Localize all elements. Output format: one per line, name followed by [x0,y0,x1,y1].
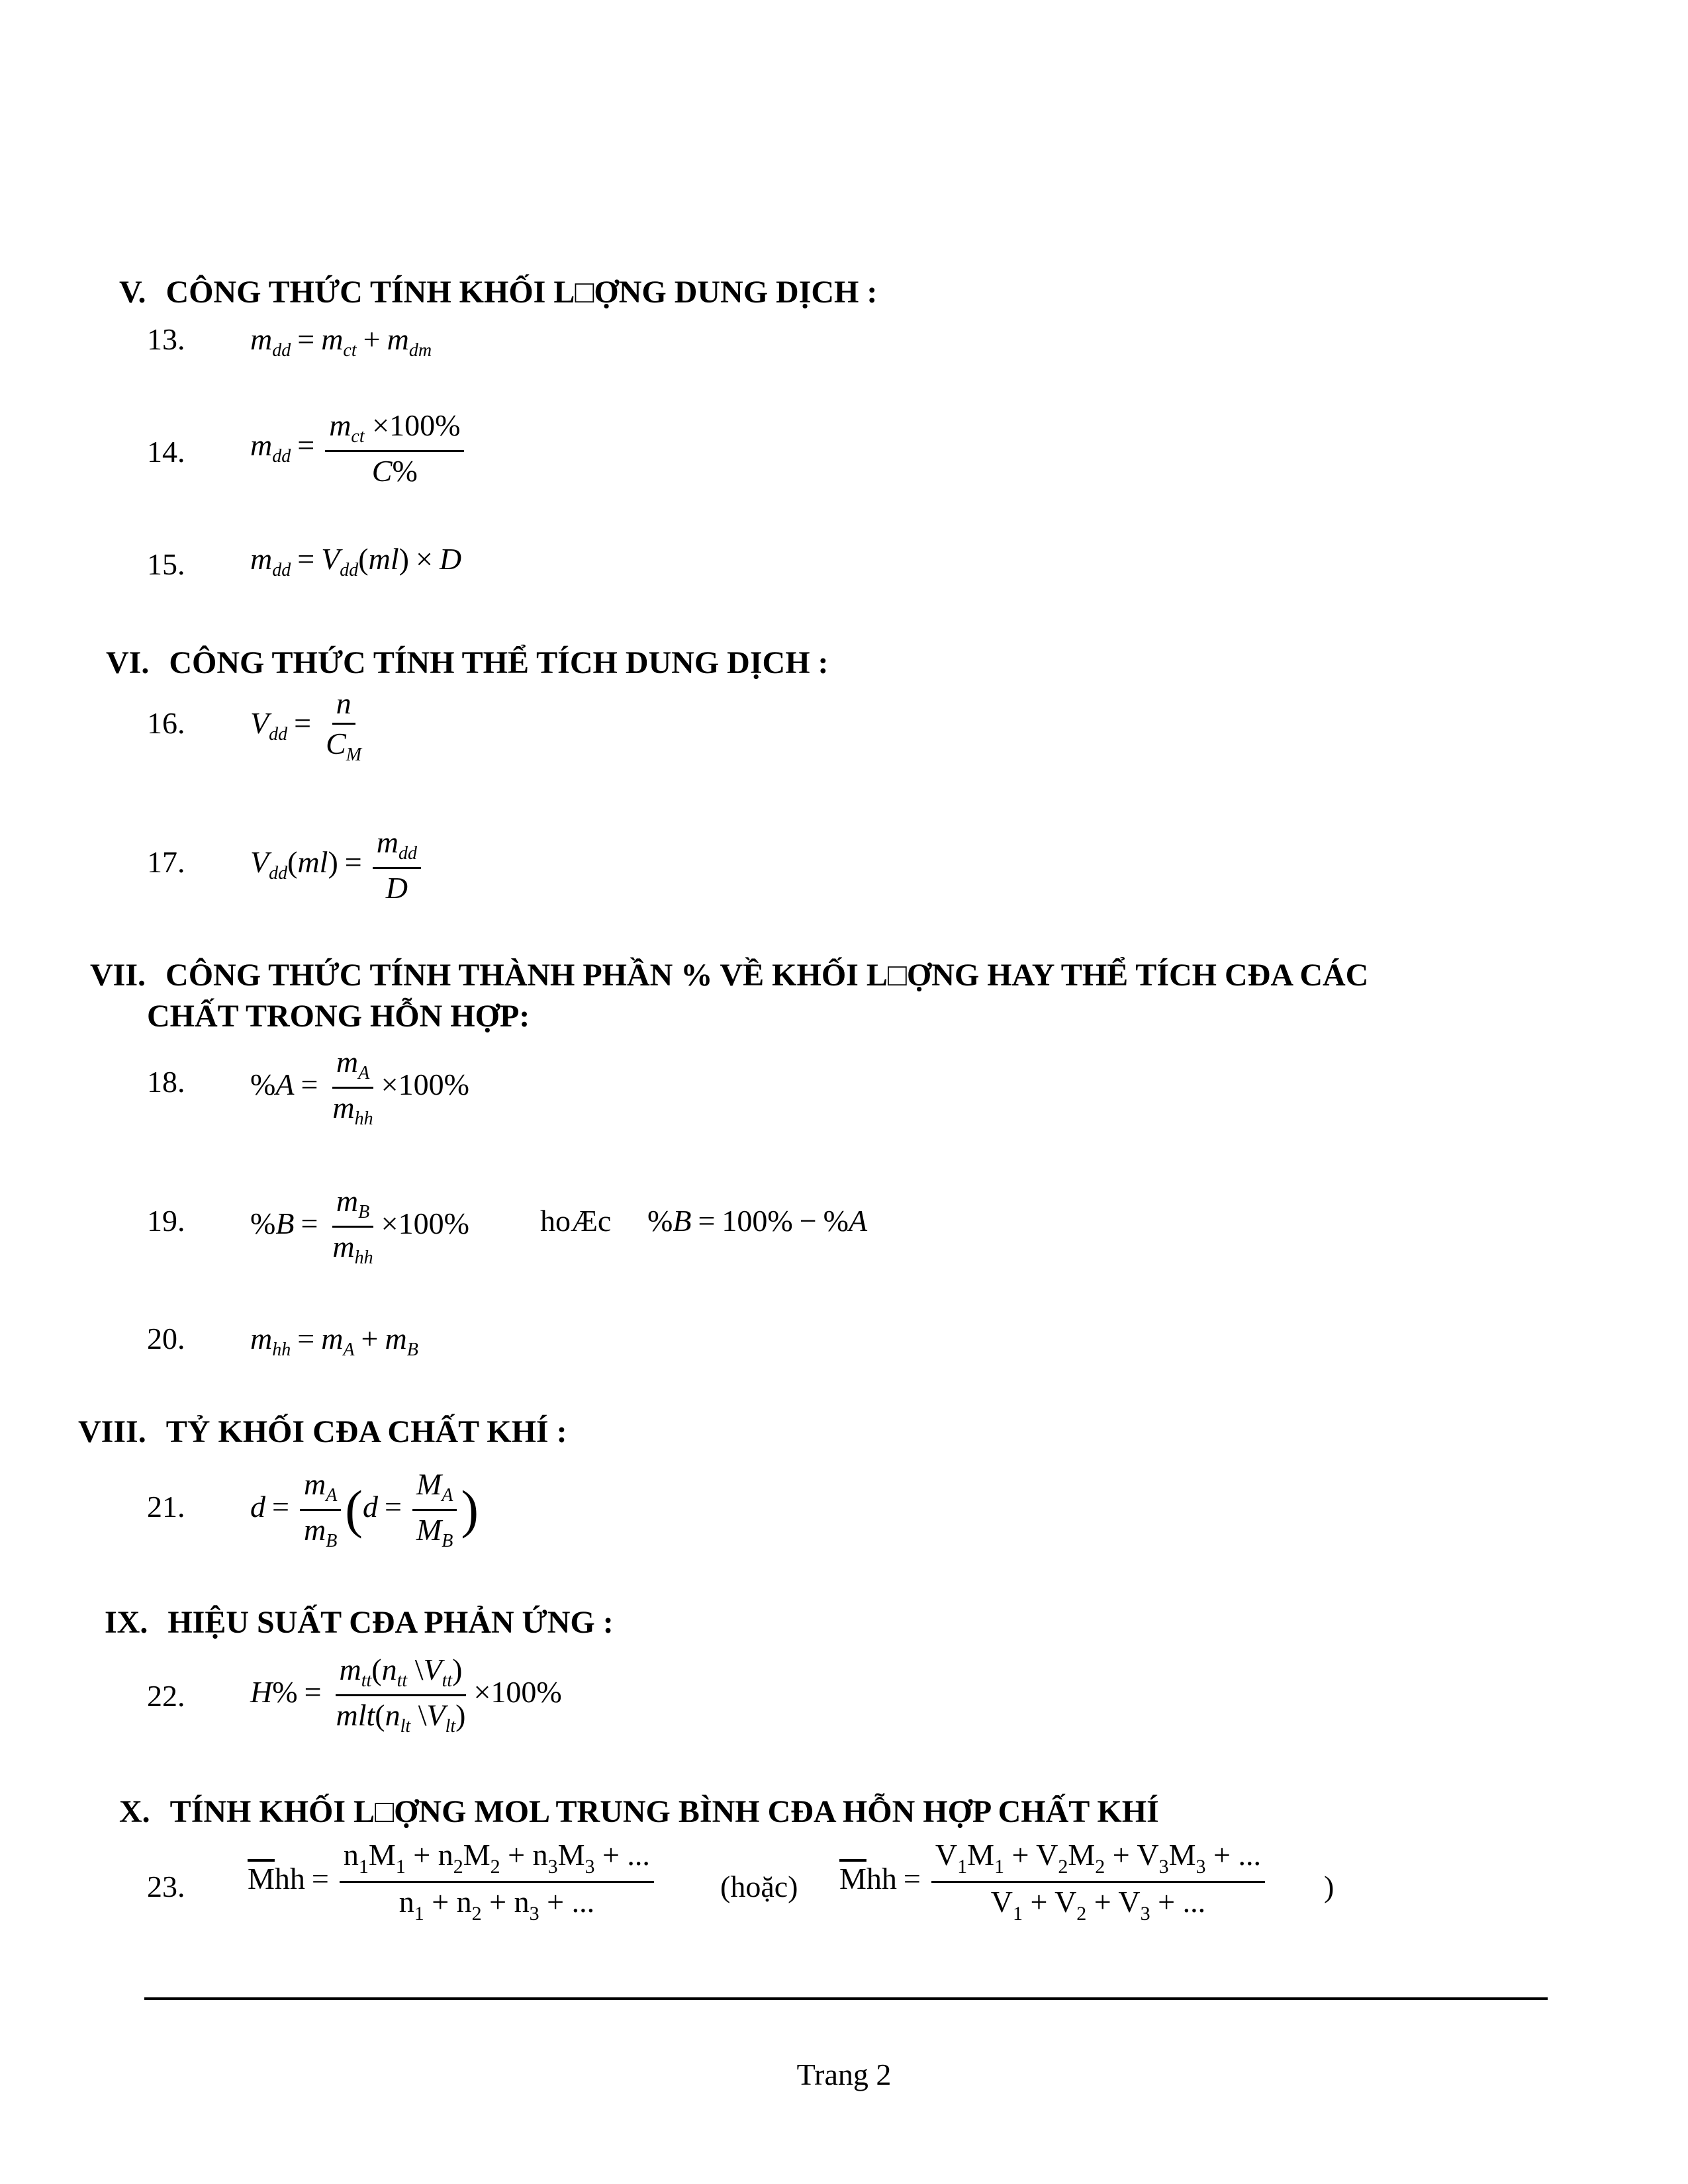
section-title: CÔNG THỨC TÍNH THỂ TÍCH DUNG DỊCH : [169,645,829,680]
item-number: 17. [147,845,185,879]
formula-23: $\overline{M}hh$ = $\frac{n_1M_1 + n_2M_2 + n_3M_3 + ...}{n_1 + n_2 + n_3 + ...}$ [248,1840,658,1924]
section-title: CÔNG THỨC TÍNH THÀNH PHẦN % VỀ KHỐI L□ỢNG HAY THỂ TÍCH CĐA CÁC [165,958,1369,993]
formula-17: $V_{dd}(ml)$ = $m_{dd}$ D [250,827,425,903]
section-title-continued: CHẤT TRONG HỖN HỢP: [147,999,530,1034]
formula-19-or: hoÆc [540,1204,612,1238]
section-number: X. [119,1794,150,1829]
section-heading-ix [105,1607,614,1639]
page-footer: Trang 2 [796,2058,892,2091]
section-heading-vii [90,960,1368,991]
item-number: 23. [147,1870,185,1903]
item-number: 19. [147,1204,185,1238]
section-heading-vii-line2 [147,1001,530,1032]
formula-19: %B = $m_B$ $m_{hh}$ ×100% [250,1184,469,1268]
item-number: 13. [147,322,185,356]
formula-18: %A = $m_A$ $m_{hh}$ ×100% [250,1045,469,1129]
section-number: VI. [106,645,150,680]
formula-23-or: (hoặc) [720,1870,798,1903]
item-number: 14. [147,435,185,469]
formula-23-alt: $\overline{M}hh$ = $\frac{V_1M_1 + V_2M_2 + V_3M_3 + ...}{V_1 + V_2 + V_3 + ...}$ [839,1840,1269,1924]
formula-19-alt: %B = 100% − %A [647,1204,868,1238]
footer-divider [144,1997,1548,2000]
section-title: HIỆU SUẤT CĐA PHẢN ỨNG : [167,1605,614,1640]
item-number: 15. [147,547,185,581]
formula-21: d = $\frac{m_A}{m_B}$ (d = $\frac{M_A}{M_B}$ ) [250,1467,479,1551]
formula-20: $m_{hh} = m_A + m_B$ [250,1322,418,1360]
item-number: 16. [147,706,185,740]
item-number: 18. [147,1065,185,1099]
section-number: VIII. [78,1414,146,1449]
section-heading-v [119,277,877,308]
item-number: 20. [147,1322,185,1355]
section-number: V. [119,275,146,310]
item-number: 21. [147,1490,185,1524]
section-title: TÍNH KHỐI L□ỢNG MOL TRUNG BÌNH CĐA HỖN HỢP CHẤT KHÍ [169,1794,1159,1829]
section-heading-x [119,1796,1159,1828]
section-title: TỶ KHỐI CĐA CHẤT KHÍ : [165,1414,567,1449]
section-number: IX. [105,1605,148,1640]
section-heading-vi [106,647,829,679]
formula-16: $V_{dd}$ = $\frac{n}{C_M}$ [250,686,362,765]
formula-22: H% = $m_{tt}(n_{tt}$ $\backslash V_{tt}$) $mlt(n_{lt}$ $\backslash V_{lt}$) ×100% [250,1653,562,1737]
formula-23-close: ) [1324,1870,1335,1903]
formula-15: $m_{dd} = V_{dd}(ml) \times D$ [250,542,462,580]
formula-14: $m_{dd}$ = $m_{ct} \times 100\%$ C% [250,410,468,486]
section-heading-viii [78,1416,567,1448]
formula-13: $m_{dd} = m_{ct} + m_{dm}$ [250,322,432,361]
section-title: CÔNG THỨC TÍNH KHỐI L□ỢNG DUNG DỊCH : [165,275,878,310]
section-number: VII. [90,958,146,993]
item-number: 22. [147,1679,185,1713]
